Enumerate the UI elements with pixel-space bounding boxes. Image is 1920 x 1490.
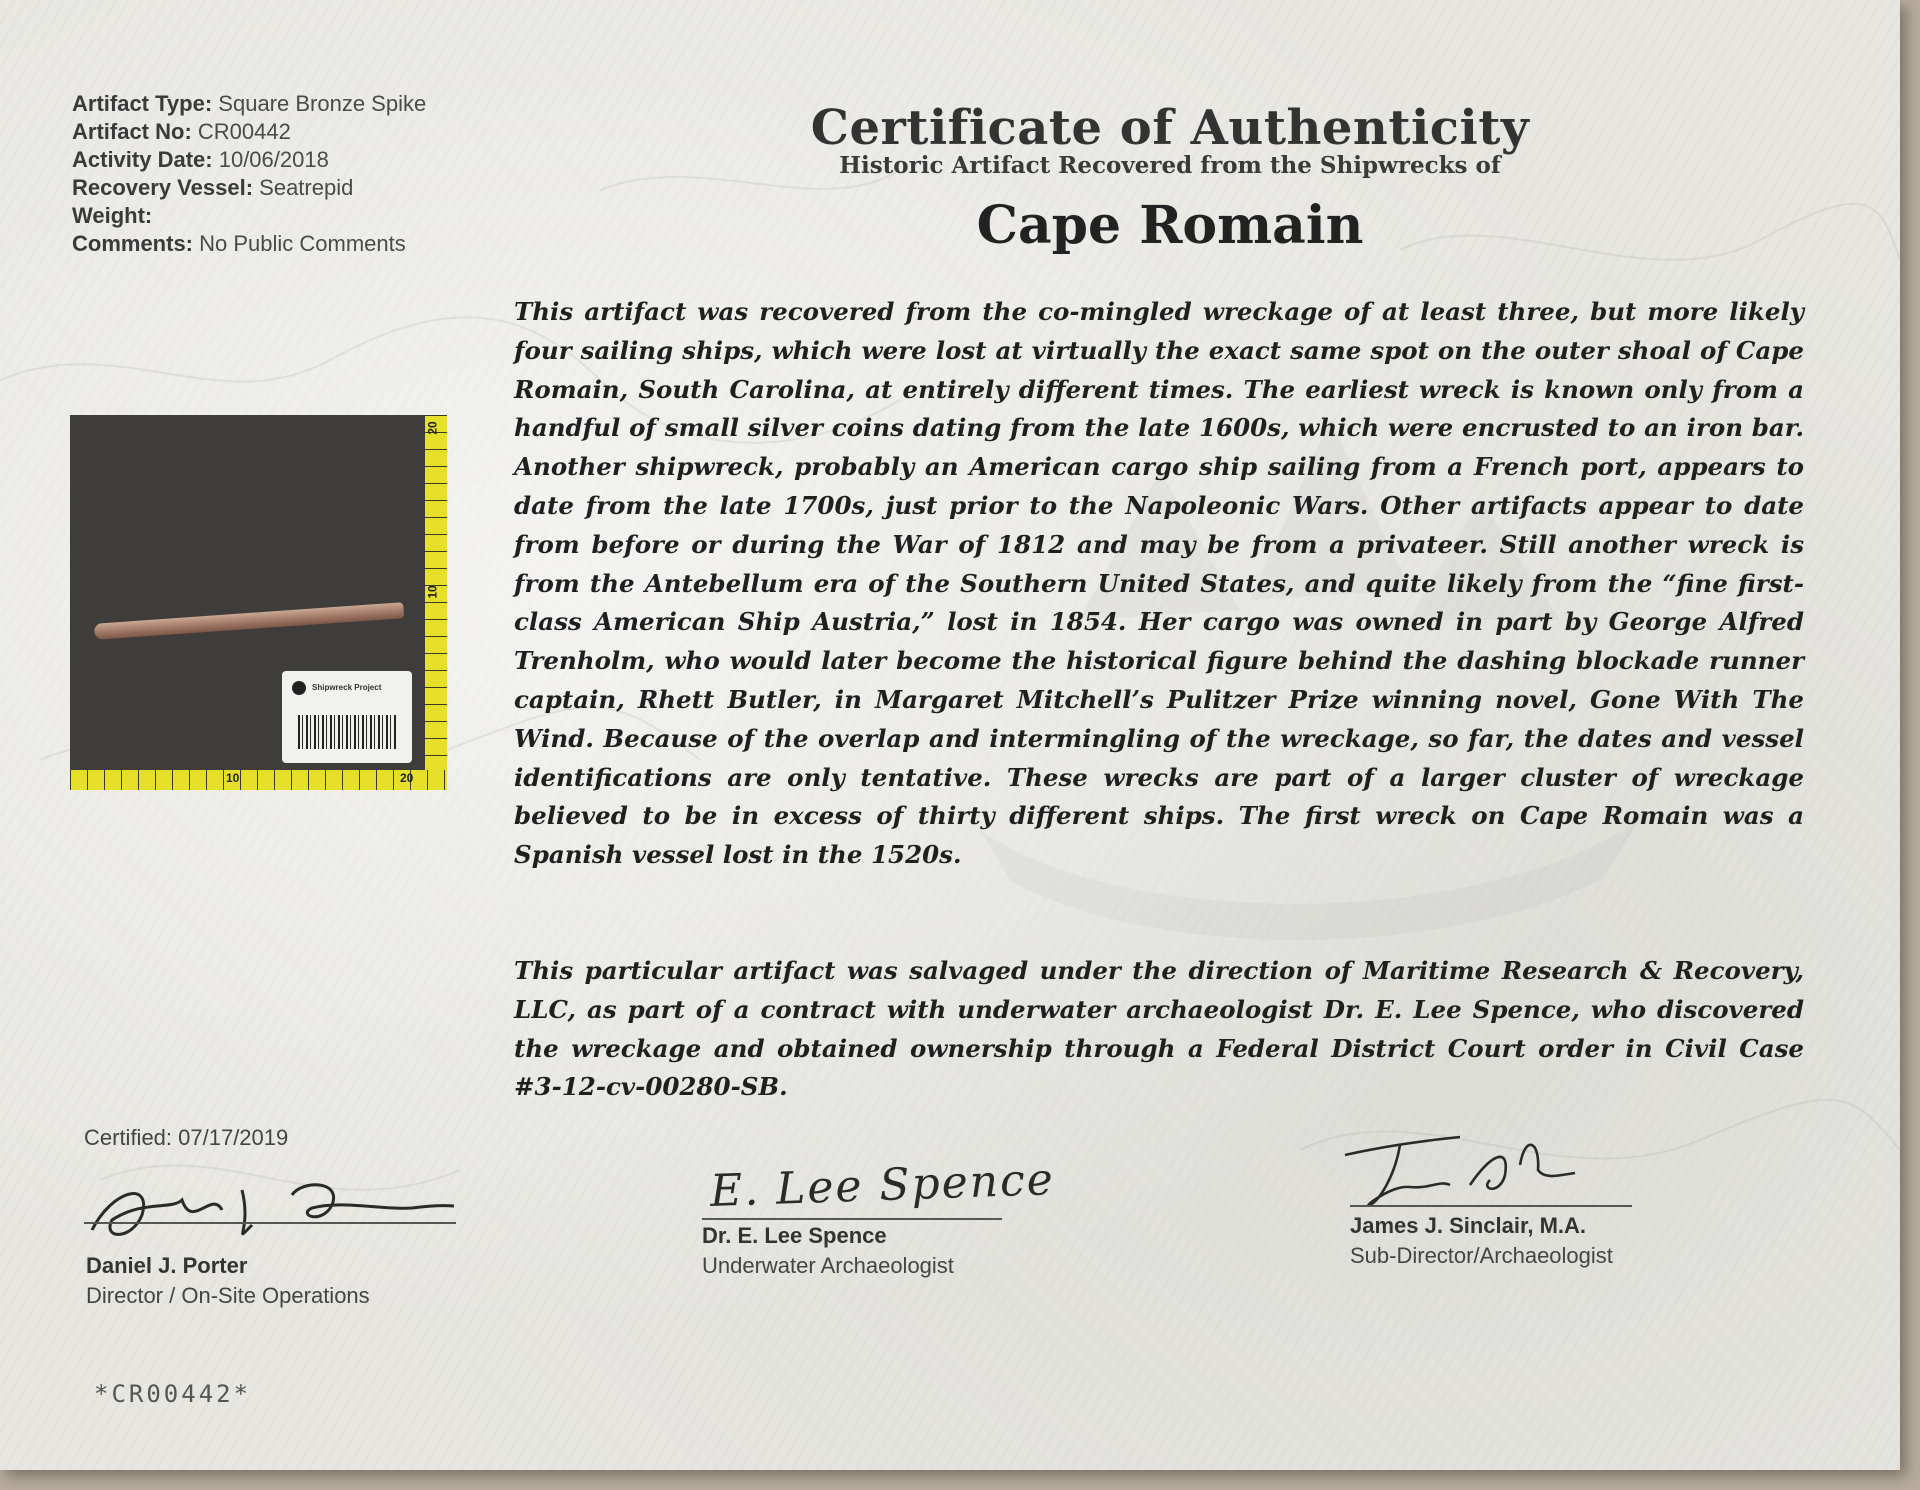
activity-date-row — [72, 146, 432, 174]
certified-date: Certified: 07/17/2019 — [84, 1125, 289, 1150]
signature-spence — [702, 1223, 954, 1279]
ruler-vertical — [425, 415, 447, 790]
recovery-vessel-value: Seatrepid — [259, 175, 354, 200]
artifact-type-value: Square Bronze Spike — [218, 91, 427, 116]
artifact-no-row — [72, 118, 432, 146]
serial-number: *CR00442* — [94, 1380, 252, 1408]
spence-signature-handwritten: E. Lee Spence — [709, 1153, 1056, 1218]
signer-name: Dr. E. Lee Spence — [702, 1223, 887, 1248]
ruler-mark-10: 10 — [226, 771, 240, 785]
signature-sinclair — [1350, 1213, 1613, 1269]
history-paragraph: This artifact was recovered from the co-mingled wreckage of at least three, but more likely four sailing ships, which were lost at virtually the exact same spot on the outer shoal of Cape Romain, South Carolina, at entirely different times. The earliest wreck is known only from a handful of small silver coins dating from the late 1600s, which were encrusted to an iron bar. Another shipwreck, probably an American cargo ship sailing from a French port, appears to date from the late 1700s, just prior to the Napoleonic Wars. Other artifacts appear to date from before or during the War of 1812 and may be from a privateer. Still another wreck is from the Antebellum era of the Southern United States, and quite likely from the “fine first-class American Ship Austria,” lost in 1854. Her cargo was owned in part by George Alfred Trenholm, who would later become the historical figure behind the dashing blockade runner captain, Rhett Butler, in Margaret Mitchell’s Pulitzer Prize winning novel, Gone With The Wind. Because of the overlap and intermingling of the wreckage, so far, the dates and vessel identifications are only tentative. These wrecks are part of a larger cluster of wreckage believed to be in excess of thirty different ships. The first wreck on Cape Romain was a Spanish vessel lost in the 1520s. — [514, 297, 1804, 870]
ruler-mark-20: 20 — [400, 771, 414, 785]
signer-name: James J. Sinclair, M.A. — [1350, 1213, 1587, 1238]
specimen-label-card — [282, 671, 412, 763]
weight-label: Weight: — [72, 203, 153, 228]
salvage-paragraph: This particular artifact was salvaged under the direction of Maritime Research & Recovery, LLC, as part of a contract with underwater archaeologist Dr. E. Lee Spence, who discovered the wreckage and obtained ownership through a Federal District Court order in Civil Case #3-12-cv-00280-SB. — [514, 956, 1804, 1102]
weight-row — [72, 202, 432, 230]
certificate-place: Cape Romain — [976, 195, 1364, 256]
comments-label: Comments: — [72, 231, 194, 256]
signature-porter — [86, 1253, 370, 1309]
recovery-vessel-label: Recovery Vessel: — [72, 175, 254, 200]
artifact-type-row — [72, 90, 432, 118]
artifact-no-label: Artifact No: — [72, 119, 192, 144]
certificate-title: Certificate of Authenticity — [810, 100, 1530, 156]
sinclair-signature-scribble — [1340, 1125, 1640, 1215]
artifact-no-value: CR00442 — [197, 119, 291, 144]
label-logo-icon — [292, 681, 306, 695]
ruler-horizontal — [70, 770, 447, 790]
artifact-photo — [70, 415, 450, 790]
certificate-subtitle: Historic Artifact Recovered from the Shipwrecks of — [839, 152, 1501, 179]
ruler-vertical-mark-10: 10 — [425, 585, 440, 599]
comments-value: No Public Comments — [199, 231, 406, 256]
signer-role: Sub-Director/Archaeologist — [1350, 1243, 1613, 1268]
label-card-title: Shipwreck Project — [312, 683, 382, 692]
artifact-type-label: Artifact Type: — [72, 91, 213, 116]
barcode-icon — [298, 715, 398, 749]
signer-name: Daniel J. Porter — [86, 1253, 248, 1278]
porter-signature-scribble — [82, 1170, 462, 1250]
sinclair-signature-line — [1350, 1205, 1632, 1207]
recovery-vessel-row — [72, 174, 432, 202]
spence-signature-line — [702, 1218, 1002, 1220]
comments-row — [72, 230, 432, 258]
signer-role: Underwater Archaeologist — [702, 1253, 954, 1278]
porter-signature-line — [84, 1222, 456, 1224]
signer-role: Director / On-Site Operations — [86, 1283, 370, 1308]
artifact-details — [72, 90, 432, 258]
ruler-vertical-mark-20: 20 — [425, 421, 440, 435]
activity-date-value: 10/06/2018 — [218, 147, 329, 172]
activity-date-label: Activity Date: — [72, 147, 213, 172]
